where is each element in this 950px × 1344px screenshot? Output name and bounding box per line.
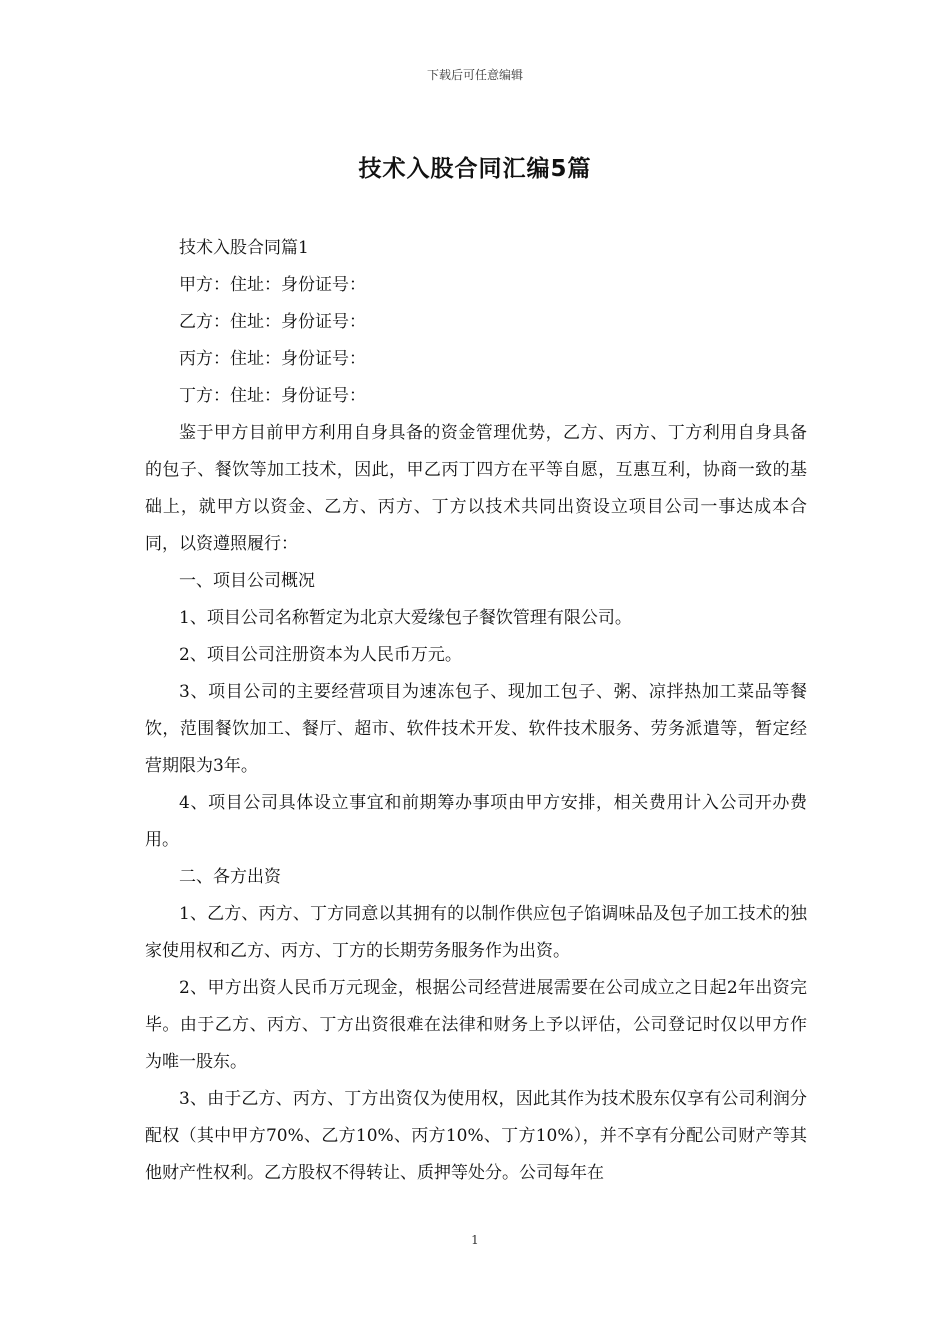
section-heading: 技术入股合同篇1 [179,238,309,258]
document-title: 技术入股合同汇编5篇 [358,156,592,182]
clause-paragraph: 3、由于乙方、丙方、丁方出资仅为使用权，因此其作为技术股东仅享有公司利润分配权（其中甲方70%、乙方10%、丙方10%、丁方10%），并不享有分配公司财产等其他财产性权利。乙方股权不得转让、质押等处分。公司每年在 [145,1089,807,1183]
page-number: 1 [471,1233,479,1247]
party-c-line: 丙方：住址：身份证号： [179,349,366,369]
section-heading: 二、各方出资 [179,867,281,887]
document-body [145,230,807,1192]
party-d-line: 丁方：住址：身份证号： [179,386,366,406]
clause-paragraph: 4、项目公司具体设立事宜和前期筹办事项由甲方安排，相关费用计入公司开办费用。 [145,793,807,850]
clause-paragraph: 1、项目公司名称暂定为北京大爱缘包子餐饮管理有限公司。 [179,608,632,628]
party-a-line: 甲方：住址：身份证号： [179,275,366,295]
header-note: 下载后可任意编辑 [426,68,523,82]
preamble-paragraph: 鉴于甲方目前甲方利用自身具备的资金管理优势，乙方、丙方、丁方利用自身具备的包子、餐饮等加工技术，因此，甲乙丙丁四方在平等自愿，互惠互利，协商一致的基础上，就甲方以资金、乙方、丙方、丁方以技术共同出资设立项目公司一事达成本合同，以资遵照履行： [145,423,807,554]
clause-paragraph: 2、甲方出资人民币万元现金，根据公司经营进展需要在公司成立之日起2年出资完毕。由于乙方、丙方、丁方出资很难在法律和财务上予以评估，公司登记时仅以甲方作为唯一股东。 [145,978,807,1072]
section-heading: 一、项目公司概况 [179,571,315,591]
clause-paragraph: 1、乙方、丙方、丁方同意以其拥有的以制作供应包子馅调味品及包子加工技术的独家使用权和乙方、丙方、丁方的长期劳务服务作为出资。 [145,904,807,961]
clause-paragraph: 2、项目公司注册资本为人民币万元。 [179,645,462,665]
party-b-line: 乙方：住址：身份证号： [179,312,366,332]
clause-paragraph: 3、项目公司的主要经营项目为速冻包子、现加工包子、粥、凉拌热加工菜品等餐饮，范围餐饮加工、餐厅、超市、软件技术开发、软件技术服务、劳务派遣等，暂定经营期限为3年。 [145,682,807,776]
